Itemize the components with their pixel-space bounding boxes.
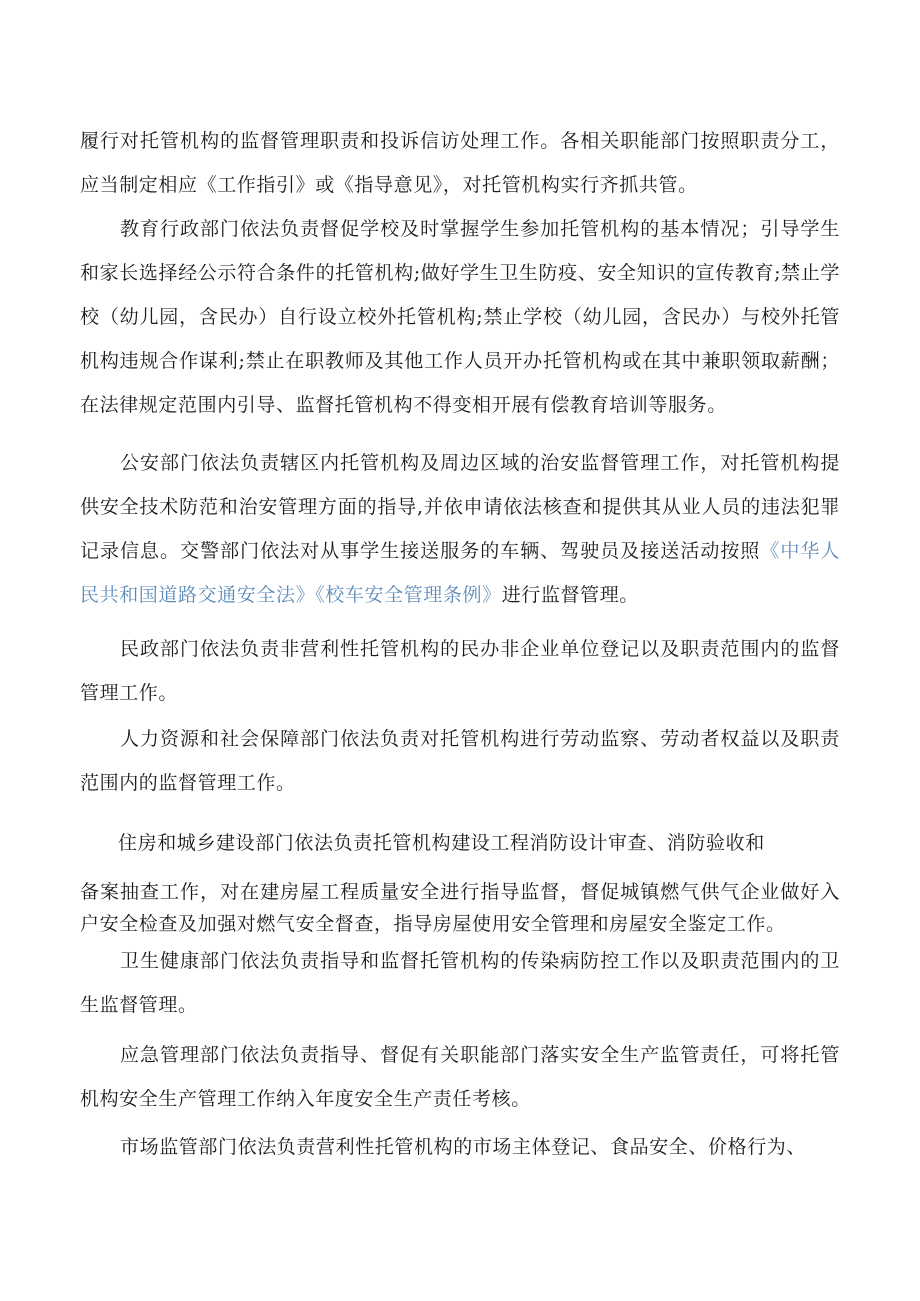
paragraph-supervision-duties: 履行对托管机构的监督管理职责和投诉信访处理工作。各相关职能部门按照职责分工，应当制定相应《工作指引》或《指导意见》，对托管机构实行齐抓共管。 [80, 130, 840, 196]
paragraph-housing-department-continued: 备案抽查工作，对在建房屋工程质量安全进行指导监督，督促城镇燃气供气企业做好入户安全检查及加强对燃气安全督查，指导房屋使用安全管理和房屋安全鉴定工作。 [80, 881, 840, 935]
paragraph-market-supervision-department: 市场监管部门依法负责营利性托管机构的市场主体登记、食品安全、价格行为、 [120, 1136, 807, 1158]
paragraph-education-department: 教育行政部门依法负责督促学校及时掌握学生参加托管机构的基本情况；引导学生和家长选择经公示符合条件的托管机构;做好学生卫生防疫、安全知识的宣传教育;禁止学校（幼儿园，含民办）自行设立校外托管机构;禁止学校（幼儿园，含民办）与校外托管机构违规合作谋利;禁止在职教师及其他工作人员开办托管机构或在其中兼职领取薪酬；在法律规定范围内引导、监督托管机构不得变相开展有偿教育培训等服务。 [80, 218, 840, 416]
traffic-law-link[interactable]: 《中华人民共和国道路交通安全法》《校车安全管理条例》 [80, 540, 840, 606]
paragraph-emergency-management-department: 应急管理部门依法负责指导、督促有关职能部门落实安全生产监管责任，可将托管机构安全生产管理工作纳入年度安全生产责任考核。 [80, 1044, 840, 1110]
public-security-text-end: 进行监督管理。 [501, 584, 639, 606]
paragraph-civil-affairs-department: 民政部门依法负责非营利性托管机构的民办非企业单位登记以及职责范围内的监督管理工作。 [80, 638, 840, 704]
public-security-text: 公安部门依法负责辖区内托管机构及周边区域的治安监督管理工作，对托管机构提供安全技术防范和治安管理方面的指导,并依申请依法核查和提供其从业人员的违法犯罪记录信息。交警部门依法对从事学生接送服务的车辆、驾驶员及接送活动按照 [80, 452, 840, 562]
paragraph-public-security-department [80, 441, 840, 617]
paragraph-human-resources-department: 人力资源和社会保障部门依法负责对托管机构进行劳动监察、劳动者权益以及职责范围内的监督管理工作。 [80, 728, 840, 794]
paragraph-health-department: 卫生健康部门依法负责指导和监督托管机构的传染病防控工作以及职责范围内的卫生监督管理。 [80, 950, 840, 1016]
paragraph-housing-department: 住房和城乡建设部门依法负责托管机构建设工程消防设计审查、消防验收和 [118, 832, 765, 854]
